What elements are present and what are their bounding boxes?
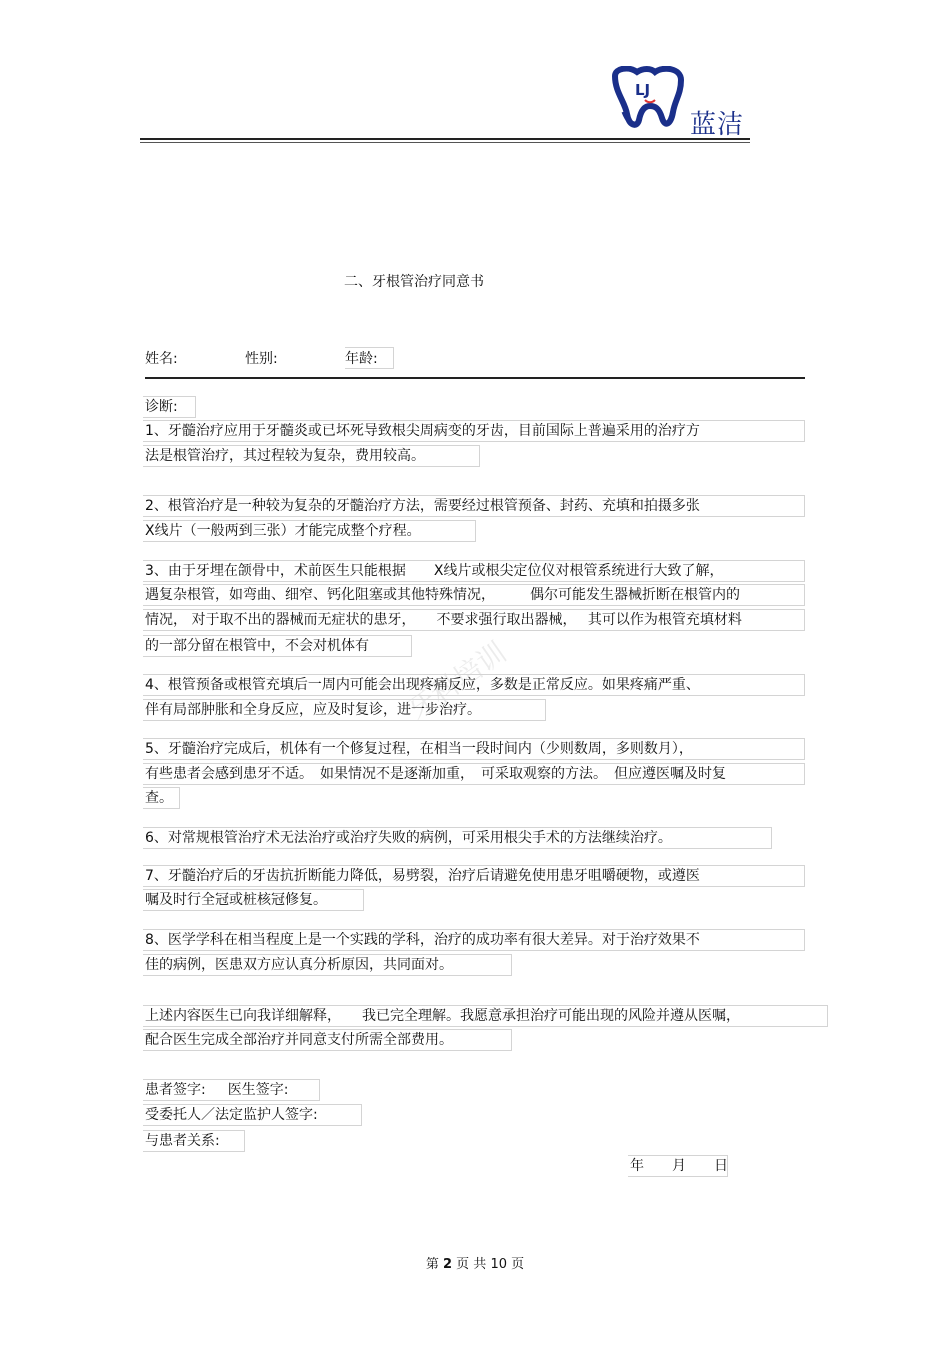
item-6-line-1: 6、对常规根管治疗术无法治疗或治疗失败的病例，可采用根尖手术的方法继续治疗。 (143, 827, 772, 849)
item-3-line-3: 情况， 对于取不出的器械而无症状的患牙， 不要求强行取出器械， 其可以作为根管充填材料 (143, 609, 805, 631)
info-divider (145, 377, 805, 379)
patient-info-row (145, 347, 394, 369)
tooth-logo-icon (605, 66, 695, 132)
diagnosis-label: 诊断: (143, 396, 196, 418)
item-4-line-2: 伴有局部肿胀和全身反应，应及时复诊，进一步治疗。 (143, 699, 546, 721)
item-1-line-1: 1、牙髓治疗应用于牙髓炎或已坏死导致根尖周病变的牙齿，目前国际上普遍采用的治疗方 (143, 420, 805, 442)
item-8-line-1: 8、医学学科在相当程度上是一个实践的学科，治疗的成功率有很大差异。对于治疗效果不 (143, 929, 805, 951)
current-page: 2 (442, 1257, 453, 1272)
age-label: 年龄: (345, 347, 394, 369)
item-3-line-4: 的一部分留在根管中，不会对机体有 (143, 635, 412, 657)
page-middle: 页 共 (456, 1257, 487, 1272)
total-pages: 10 (490, 1257, 507, 1272)
item-3-line-2: 遇复杂根管，如弯曲、细窄、钙化阻塞或其他特殊情况， 偶尔可能发生器械折断在根管内的 (143, 584, 805, 606)
doctor-signature-label: 医生签字: (227, 1082, 289, 1098)
item-2-line-2: X线片（一般两到三张）才能完成整个疗程。 (143, 520, 476, 542)
item-1-line-2: 法是根管治疗，其过程较为复杂，费用较高。 (143, 445, 480, 467)
gender-label: 性别: (245, 351, 278, 367)
item-5-line-1: 5、牙髓治疗完成后，机体有一个修复过程，在相当一段时间内（少则数周，多则数月）， (143, 738, 805, 760)
item-2-line-1: 2、根管治疗是一种较为复杂的牙髓治疗方法，需要经过根管预备、封药、充填和拍摄多张 (143, 495, 805, 517)
item-4-line-1: 4、根管预备或根管充填后一周内可能会出现疼痛反应，多数是正常反应。如果疼痛严重、 (143, 674, 805, 696)
item-5-line-2: 有些患者会感到患牙不适。 如果情况不是逐渐加重， 可采取观察的方法。 但应遵医嘱及时复 (143, 763, 805, 785)
logo-initials: LJ (635, 81, 651, 99)
watermark: 牙科培训 (401, 635, 513, 727)
guardian-signature-label: 受委托人／法定监护人签字: (143, 1104, 362, 1126)
date-label: 年 月 日 (628, 1155, 728, 1177)
consent-line-2: 配合医生完成全部治疗并同意支付所需全部费用。 (143, 1029, 512, 1051)
consent-line-1: 上述内容医生已向我详细解释， 我已完全理解。我愿意承担治疗可能出现的风险并遵从医嘱， (143, 1005, 828, 1027)
header-divider-thin (140, 142, 750, 143)
signature-row (143, 1079, 320, 1101)
relation-label: 与患者关系: (143, 1130, 245, 1152)
document-title: 二、牙根管治疗同意书 (344, 274, 484, 290)
item-5-line-3: 查。 (143, 787, 180, 809)
page-prefix: 第 (425, 1257, 439, 1272)
header-divider (140, 138, 750, 140)
item-8-line-2: 佳的病例，医患双方应认真分析原因，共同面对。 (143, 954, 512, 976)
patient-signature-label: 患者签字: (145, 1082, 206, 1098)
item-7-line-2: 嘱及时行全冠或桩核冠修复。 (143, 889, 364, 911)
page-number (0, 1253, 950, 1272)
name-label: 姓名: (145, 351, 178, 367)
page-suffix: 页 (511, 1257, 525, 1272)
brand-name: 蓝洁 (690, 110, 745, 140)
item-3-line-1: 3、由于牙埋在颌骨中，术前医生只能根据 X线片或根尖定位仪对根管系统进行大致了解， (143, 560, 805, 582)
item-7-line-1: 7、牙髓治疗后的牙齿抗折断能力降低，易劈裂，治疗后请避免使用患牙咀嚼硬物，或遵医 (143, 865, 805, 887)
